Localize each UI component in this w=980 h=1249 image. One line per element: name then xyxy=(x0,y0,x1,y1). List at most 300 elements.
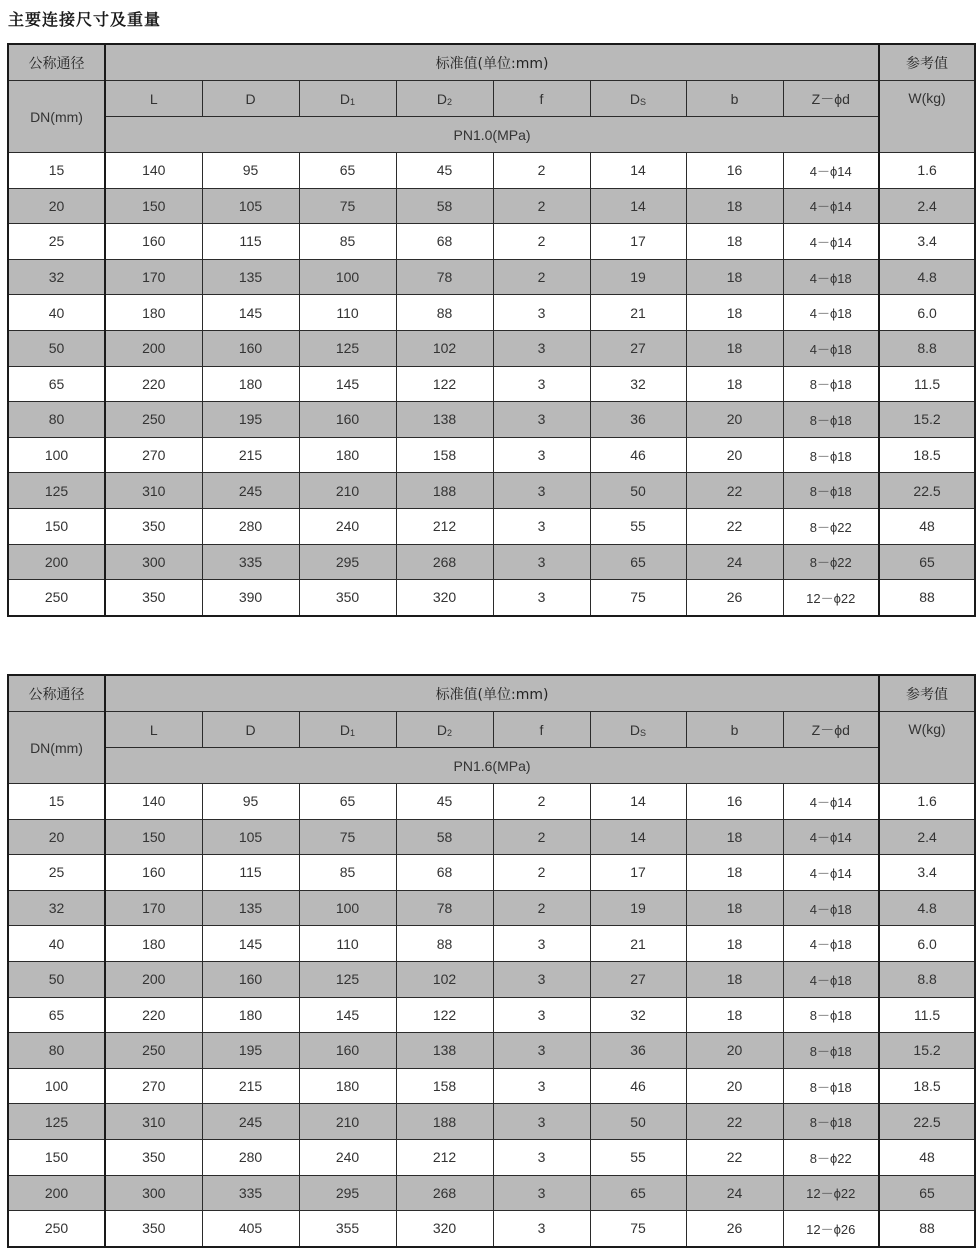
col-header-d2-main: D xyxy=(436,721,448,738)
cell-bolt-holes: 8－ϕ22 xyxy=(783,1139,879,1175)
table-row xyxy=(8,473,975,509)
cell-d2: 188 xyxy=(396,473,493,509)
col-header-b xyxy=(686,81,783,117)
table-row xyxy=(8,295,975,331)
cell-d: 145 xyxy=(202,295,299,331)
cell-l: 140 xyxy=(105,784,202,820)
cell-weight: 6.0 xyxy=(879,926,975,962)
col-header-d2-sub: 2 xyxy=(447,96,453,107)
cell-l: 250 xyxy=(105,1033,202,1069)
cell-d2: 68 xyxy=(396,224,493,260)
cell-ds: 14 xyxy=(590,188,686,224)
cell-l: 150 xyxy=(105,819,202,855)
cell-d1: 100 xyxy=(299,259,396,295)
cell-d1: 145 xyxy=(299,997,396,1033)
cell-bolt-holes: 4－ϕ14 xyxy=(783,855,879,891)
cell-d1: 75 xyxy=(299,188,396,224)
header-standard-values: 标准值(单位:mm) xyxy=(105,675,879,712)
table-row xyxy=(8,1139,975,1175)
cell-d1: 125 xyxy=(299,330,396,366)
cell-d2: 58 xyxy=(396,819,493,855)
cell-f: 3 xyxy=(493,508,590,544)
cell-d2: 212 xyxy=(396,1139,493,1175)
col-header-ds-sub: S xyxy=(640,727,647,738)
cell-d2: 212 xyxy=(396,508,493,544)
cell-dn: 100 xyxy=(8,437,105,473)
cell-l: 270 xyxy=(105,437,202,473)
col-header-ds-sub: S xyxy=(640,96,647,107)
cell-l: 300 xyxy=(105,1175,202,1211)
cell-b: 26 xyxy=(686,580,783,616)
header-reference-value: 参考值 xyxy=(879,675,975,712)
cell-d2: 268 xyxy=(396,544,493,580)
header-weight: W(kg) xyxy=(879,81,975,153)
col-header-l xyxy=(105,712,202,748)
col-header-l xyxy=(105,81,202,117)
col-header-d1 xyxy=(299,712,396,748)
cell-l: 220 xyxy=(105,366,202,402)
cell-d1: 240 xyxy=(299,1139,396,1175)
cell-dn: 65 xyxy=(8,997,105,1033)
header-reference-value: 参考值 xyxy=(879,44,975,81)
cell-d: 105 xyxy=(202,188,299,224)
cell-f: 2 xyxy=(493,259,590,295)
cell-l: 170 xyxy=(105,259,202,295)
col-header-ds-main: D xyxy=(629,721,641,738)
table-row xyxy=(8,1104,975,1140)
cell-d: 160 xyxy=(202,330,299,366)
cell-weight: 8.8 xyxy=(879,961,975,997)
col-header-ds xyxy=(590,81,686,117)
cell-d1: 145 xyxy=(299,366,396,402)
spec-table-pn16 xyxy=(7,674,976,1248)
cell-ds: 75 xyxy=(590,580,686,616)
cell-f: 3 xyxy=(493,437,590,473)
table-row xyxy=(8,153,975,189)
cell-b: 18 xyxy=(686,259,783,295)
pressure-rating: PN1.0(MPa) xyxy=(105,117,879,153)
cell-ds: 19 xyxy=(590,890,686,926)
cell-f: 2 xyxy=(493,819,590,855)
cell-bolt-holes: 4－ϕ18 xyxy=(783,259,879,295)
col-header-b-main: b xyxy=(730,90,739,107)
col-header-d2 xyxy=(396,81,493,117)
cell-d: 95 xyxy=(202,784,299,820)
col-header-d1-main: D xyxy=(339,721,351,738)
cell-l: 150 xyxy=(105,188,202,224)
cell-weight: 18.5 xyxy=(879,1068,975,1104)
cell-f: 3 xyxy=(493,1139,590,1175)
table-row xyxy=(8,890,975,926)
cell-d1: 85 xyxy=(299,224,396,260)
cell-b: 18 xyxy=(686,295,783,331)
cell-b: 22 xyxy=(686,1139,783,1175)
cell-l: 310 xyxy=(105,473,202,509)
table-row xyxy=(8,1033,975,1069)
col-header-b-main: b xyxy=(730,721,739,738)
cell-dn: 250 xyxy=(8,1211,105,1247)
cell-weight: 65 xyxy=(879,1175,975,1211)
cell-d: 390 xyxy=(202,580,299,616)
cell-d2: 45 xyxy=(396,153,493,189)
cell-d1: 240 xyxy=(299,508,396,544)
col-header-bolt-holes xyxy=(783,712,879,748)
cell-dn: 25 xyxy=(8,224,105,260)
cell-b: 26 xyxy=(686,1211,783,1247)
header-weight: W(kg) xyxy=(879,712,975,784)
cell-d2: 58 xyxy=(396,188,493,224)
cell-b: 18 xyxy=(686,890,783,926)
cell-bolt-holes: 4－ϕ14 xyxy=(783,188,879,224)
cell-d2: 122 xyxy=(396,366,493,402)
col-header-f xyxy=(493,81,590,117)
col-header-f xyxy=(493,712,590,748)
cell-ds: 55 xyxy=(590,508,686,544)
cell-d2: 268 xyxy=(396,1175,493,1211)
cell-f: 3 xyxy=(493,544,590,580)
cell-d1: 160 xyxy=(299,402,396,438)
cell-d1: 210 xyxy=(299,1104,396,1140)
cell-weight: 8.8 xyxy=(879,330,975,366)
cell-weight: 22.5 xyxy=(879,473,975,509)
table-row xyxy=(8,508,975,544)
cell-b: 18 xyxy=(686,224,783,260)
cell-f: 3 xyxy=(493,1104,590,1140)
cell-weight: 18.5 xyxy=(879,437,975,473)
cell-b: 18 xyxy=(686,997,783,1033)
cell-ds: 36 xyxy=(590,402,686,438)
header-nominal-diameter: 公称通径 xyxy=(8,44,105,81)
cell-ds: 50 xyxy=(590,473,686,509)
col-header-d1-sub: 1 xyxy=(350,96,356,107)
cell-bolt-holes: 4－ϕ14 xyxy=(783,784,879,820)
cell-l: 300 xyxy=(105,544,202,580)
cell-d: 180 xyxy=(202,366,299,402)
cell-d2: 138 xyxy=(396,1033,493,1069)
cell-l: 160 xyxy=(105,855,202,891)
table-row xyxy=(8,1175,975,1211)
cell-d2: 138 xyxy=(396,402,493,438)
cell-bolt-holes: 4－ϕ14 xyxy=(783,819,879,855)
table-row xyxy=(8,580,975,616)
cell-weight: 88 xyxy=(879,1211,975,1247)
table-row xyxy=(8,188,975,224)
cell-dn: 15 xyxy=(8,784,105,820)
cell-f: 2 xyxy=(493,153,590,189)
col-header-d-main: D xyxy=(245,721,256,738)
cell-weight: 15.2 xyxy=(879,1033,975,1069)
table-row xyxy=(8,784,975,820)
cell-d2: 88 xyxy=(396,295,493,331)
col-header-d xyxy=(202,81,299,117)
cell-f: 3 xyxy=(493,1175,590,1211)
table-row xyxy=(8,926,975,962)
cell-d: 335 xyxy=(202,1175,299,1211)
cell-ds: 32 xyxy=(590,997,686,1033)
cell-f: 3 xyxy=(493,330,590,366)
cell-l: 220 xyxy=(105,997,202,1033)
cell-weight: 48 xyxy=(879,1139,975,1175)
cell-d2: 45 xyxy=(396,784,493,820)
cell-ds: 65 xyxy=(590,544,686,580)
cell-dn: 20 xyxy=(8,819,105,855)
cell-dn: 20 xyxy=(8,188,105,224)
col-header-ds xyxy=(590,712,686,748)
cell-weight: 6.0 xyxy=(879,295,975,331)
cell-weight: 3.4 xyxy=(879,855,975,891)
cell-f: 2 xyxy=(493,224,590,260)
cell-d2: 158 xyxy=(396,437,493,473)
cell-f: 3 xyxy=(493,366,590,402)
cell-d: 195 xyxy=(202,1033,299,1069)
cell-d: 405 xyxy=(202,1211,299,1247)
cell-dn: 100 xyxy=(8,1068,105,1104)
cell-ds: 75 xyxy=(590,1211,686,1247)
cell-f: 3 xyxy=(493,402,590,438)
cell-f: 3 xyxy=(493,473,590,509)
cell-b: 20 xyxy=(686,402,783,438)
table-row xyxy=(8,437,975,473)
cell-d: 105 xyxy=(202,819,299,855)
cell-d1: 180 xyxy=(299,1068,396,1104)
cell-d2: 78 xyxy=(396,890,493,926)
cell-weight: 11.5 xyxy=(879,997,975,1033)
table-row xyxy=(8,1068,975,1104)
cell-d1: 210 xyxy=(299,473,396,509)
cell-ds: 50 xyxy=(590,1104,686,1140)
header-dn: DN(mm) xyxy=(8,81,105,153)
col-header-f-main: f xyxy=(539,721,544,738)
cell-l: 310 xyxy=(105,1104,202,1140)
cell-bolt-holes: 8－ϕ18 xyxy=(783,1104,879,1140)
cell-d: 215 xyxy=(202,437,299,473)
cell-f: 3 xyxy=(493,1068,590,1104)
cell-b: 18 xyxy=(686,961,783,997)
cell-dn: 150 xyxy=(8,508,105,544)
cell-dn: 250 xyxy=(8,580,105,616)
cell-d: 245 xyxy=(202,1104,299,1140)
cell-b: 20 xyxy=(686,1068,783,1104)
cell-b: 16 xyxy=(686,784,783,820)
table-row xyxy=(8,402,975,438)
cell-b: 22 xyxy=(686,1104,783,1140)
cell-f: 2 xyxy=(493,855,590,891)
cell-d1: 75 xyxy=(299,819,396,855)
col-header-f-main: f xyxy=(539,90,544,107)
cell-ds: 14 xyxy=(590,784,686,820)
cell-d2: 158 xyxy=(396,1068,493,1104)
cell-b: 20 xyxy=(686,437,783,473)
table-row xyxy=(8,997,975,1033)
header-standard-values: 标准值(单位:mm) xyxy=(105,44,879,81)
cell-d2: 320 xyxy=(396,580,493,616)
col-header-b xyxy=(686,712,783,748)
col-header-d1-sub: 1 xyxy=(350,727,356,738)
cell-bolt-holes: 4－ϕ18 xyxy=(783,890,879,926)
table-row xyxy=(8,366,975,402)
cell-d2: 102 xyxy=(396,330,493,366)
cell-l: 180 xyxy=(105,295,202,331)
cell-d2: 122 xyxy=(396,997,493,1033)
cell-bolt-holes: 8－ϕ22 xyxy=(783,508,879,544)
cell-weight: 1.6 xyxy=(879,153,975,189)
cell-ds: 17 xyxy=(590,224,686,260)
col-header-d1 xyxy=(299,81,396,117)
cell-d1: 160 xyxy=(299,1033,396,1069)
cell-b: 24 xyxy=(686,544,783,580)
cell-l: 270 xyxy=(105,1068,202,1104)
cell-weight: 22.5 xyxy=(879,1104,975,1140)
cell-bolt-holes: 8－ϕ18 xyxy=(783,1068,879,1104)
cell-d: 160 xyxy=(202,961,299,997)
cell-d1: 350 xyxy=(299,580,396,616)
cell-f: 3 xyxy=(493,926,590,962)
cell-l: 170 xyxy=(105,890,202,926)
cell-weight: 3.4 xyxy=(879,224,975,260)
cell-d: 195 xyxy=(202,402,299,438)
cell-b: 22 xyxy=(686,473,783,509)
col-header-l-main: L xyxy=(149,90,158,107)
cell-b: 18 xyxy=(686,926,783,962)
cell-f: 2 xyxy=(493,188,590,224)
cell-b: 20 xyxy=(686,1033,783,1069)
cell-f: 3 xyxy=(493,295,590,331)
cell-ds: 36 xyxy=(590,1033,686,1069)
cell-ds: 46 xyxy=(590,437,686,473)
cell-weight: 65 xyxy=(879,544,975,580)
cell-l: 350 xyxy=(105,1139,202,1175)
cell-d: 180 xyxy=(202,997,299,1033)
cell-weight: 48 xyxy=(879,508,975,544)
cell-bolt-holes: 8－ϕ22 xyxy=(783,544,879,580)
cell-d: 115 xyxy=(202,855,299,891)
cell-l: 350 xyxy=(105,1211,202,1247)
cell-b: 18 xyxy=(686,330,783,366)
cell-ds: 65 xyxy=(590,1175,686,1211)
cell-d1: 295 xyxy=(299,1175,396,1211)
cell-d: 280 xyxy=(202,1139,299,1175)
cell-f: 2 xyxy=(493,890,590,926)
cell-weight: 88 xyxy=(879,580,975,616)
cell-bolt-holes: 8－ϕ18 xyxy=(783,402,879,438)
cell-l: 250 xyxy=(105,402,202,438)
cell-d2: 320 xyxy=(396,1211,493,1247)
spec-table-pn10 xyxy=(7,43,976,617)
cell-l: 160 xyxy=(105,224,202,260)
cell-bolt-holes: 4－ϕ14 xyxy=(783,224,879,260)
cell-f: 3 xyxy=(493,961,590,997)
cell-d: 215 xyxy=(202,1068,299,1104)
header-nominal-diameter: 公称通径 xyxy=(8,675,105,712)
cell-d2: 78 xyxy=(396,259,493,295)
cell-d1: 295 xyxy=(299,544,396,580)
cell-dn: 50 xyxy=(8,961,105,997)
cell-dn: 125 xyxy=(8,473,105,509)
cell-b: 18 xyxy=(686,188,783,224)
cell-l: 350 xyxy=(105,580,202,616)
cell-weight: 1.6 xyxy=(879,784,975,820)
cell-d2: 88 xyxy=(396,926,493,962)
cell-dn: 50 xyxy=(8,330,105,366)
cell-ds: 17 xyxy=(590,855,686,891)
cell-dn: 32 xyxy=(8,259,105,295)
cell-dn: 125 xyxy=(8,1104,105,1140)
cell-weight: 11.5 xyxy=(879,366,975,402)
cell-ds: 19 xyxy=(590,259,686,295)
col-header-bolt-holes-main: Z－ϕd xyxy=(811,90,850,107)
cell-ds: 55 xyxy=(590,1139,686,1175)
cell-d1: 65 xyxy=(299,784,396,820)
cell-l: 140 xyxy=(105,153,202,189)
cell-d: 245 xyxy=(202,473,299,509)
cell-bolt-holes: 4－ϕ18 xyxy=(783,926,879,962)
cell-bolt-holes: 12－ϕ22 xyxy=(783,580,879,616)
cell-dn: 200 xyxy=(8,1175,105,1211)
cell-b: 22 xyxy=(686,508,783,544)
pressure-rating: PN1.6(MPa) xyxy=(105,748,879,784)
cell-l: 200 xyxy=(105,330,202,366)
cell-f: 3 xyxy=(493,1211,590,1247)
cell-bolt-holes: 8－ϕ18 xyxy=(783,1033,879,1069)
cell-bolt-holes: 12－ϕ26 xyxy=(783,1211,879,1247)
cell-weight: 2.4 xyxy=(879,819,975,855)
cell-ds: 27 xyxy=(590,330,686,366)
cell-d1: 125 xyxy=(299,961,396,997)
cell-b: 18 xyxy=(686,366,783,402)
cell-ds: 21 xyxy=(590,295,686,331)
cell-ds: 46 xyxy=(590,1068,686,1104)
cell-ds: 14 xyxy=(590,153,686,189)
cell-weight: 4.8 xyxy=(879,259,975,295)
col-header-l-main: L xyxy=(149,721,158,738)
cell-b: 24 xyxy=(686,1175,783,1211)
col-header-ds-main: D xyxy=(629,90,641,107)
table-row xyxy=(8,961,975,997)
cell-dn: 40 xyxy=(8,926,105,962)
cell-l: 350 xyxy=(105,508,202,544)
table-row xyxy=(8,224,975,260)
page-title: 主要连接尺寸及重量 xyxy=(8,10,162,29)
col-header-d2-main: D xyxy=(436,90,448,107)
cell-d2: 102 xyxy=(396,961,493,997)
cell-d1: 355 xyxy=(299,1211,396,1247)
table-row xyxy=(8,544,975,580)
cell-l: 180 xyxy=(105,926,202,962)
table-row xyxy=(8,819,975,855)
col-header-bolt-holes-main: Z－ϕd xyxy=(811,721,850,738)
cell-d: 115 xyxy=(202,224,299,260)
cell-d: 280 xyxy=(202,508,299,544)
cell-d2: 68 xyxy=(396,855,493,891)
cell-weight: 2.4 xyxy=(879,188,975,224)
col-header-d2-sub: 2 xyxy=(447,727,453,738)
cell-d1: 85 xyxy=(299,855,396,891)
cell-f: 3 xyxy=(493,997,590,1033)
cell-l: 200 xyxy=(105,961,202,997)
cell-bolt-holes: 4－ϕ18 xyxy=(783,330,879,366)
table-row xyxy=(8,1211,975,1247)
cell-d: 135 xyxy=(202,890,299,926)
cell-d: 135 xyxy=(202,259,299,295)
cell-bolt-holes: 8－ϕ18 xyxy=(783,366,879,402)
cell-bolt-holes: 4－ϕ14 xyxy=(783,153,879,189)
cell-bolt-holes: 4－ϕ18 xyxy=(783,961,879,997)
cell-dn: 40 xyxy=(8,295,105,331)
cell-ds: 32 xyxy=(590,366,686,402)
cell-dn: 80 xyxy=(8,402,105,438)
col-header-bolt-holes xyxy=(783,81,879,117)
cell-weight: 15.2 xyxy=(879,402,975,438)
